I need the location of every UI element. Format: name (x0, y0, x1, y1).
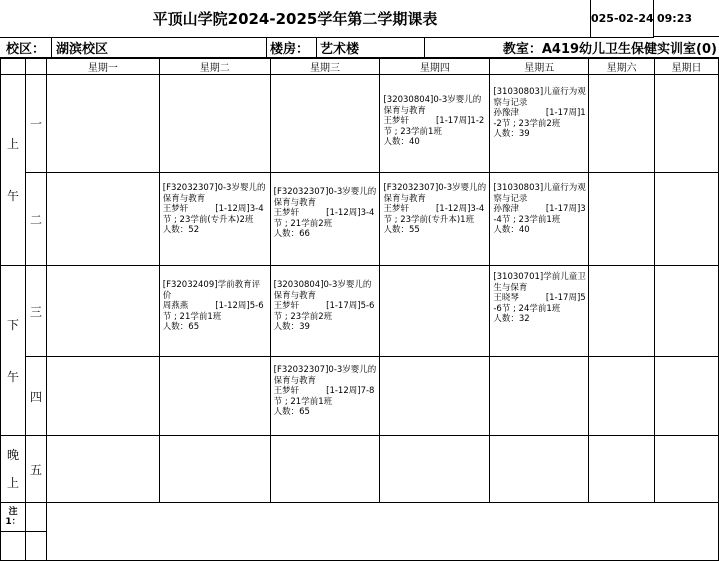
schedule-cell[interactable] (655, 266, 719, 357)
course-entry: [31030701]学前儿童卫生与保育 王晓琴 [1-17周]5-6节 ; 24学前1班 人数：32 (493, 272, 586, 324)
schedule-cell[interactable] (270, 436, 380, 503)
schedule-cell[interactable] (490, 357, 589, 436)
schedule-cell[interactable] (159, 266, 270, 357)
schedule-cell[interactable] (159, 436, 270, 503)
print-time: 09:23 (653, 0, 719, 37)
schedule-cell[interactable] (380, 173, 490, 266)
schedule-cell[interactable] (159, 357, 270, 436)
schedule-cell[interactable] (159, 75, 270, 173)
half-day-evening: 晚 上 (1, 436, 26, 503)
section-label: 二 (25, 173, 46, 266)
course-entry: [F32032409]学前教育评价 周燕燕 [1-12周]5-6节 ; 21学前1班 人数：65 (162, 280, 264, 332)
schedule-cell[interactable] (46, 75, 159, 173)
note-label: 注 1： (1, 503, 26, 532)
schedule-cell[interactable] (46, 266, 159, 357)
building-value: 艺术楼 (317, 37, 425, 58)
schedule-cell[interactable] (490, 75, 589, 173)
course-entry: [32030804]0-3岁婴儿的保育与教育 王梦轩 [1-17周]1-2节 ; 23学前1班 人数：40 (383, 95, 485, 147)
page-title: 平顶山学院2024-2025学年第二学期课表 (0, 0, 590, 38)
schedule-cell[interactable] (380, 266, 490, 357)
schedule-cell[interactable] (490, 266, 589, 357)
course-entry: [F32032307]0-3岁婴儿的保育与教育 王梦轩 [1-12周]3-4节 ; 23学前(专升本)1班 人数：55 (383, 183, 487, 235)
schedule-cell[interactable] (380, 436, 490, 503)
section-label: 四 (25, 357, 46, 436)
schedule-cell[interactable] (46, 436, 159, 503)
course-entry: [32030804]0-3岁婴儿的保育与教育 王梦轩 [1-17周]5-6节 ; 23学前2班 人数：39 (273, 280, 375, 332)
course-entry: [31030803]儿童行为观察与记录 孙豫津 [1-17周]1-2节 ; 23学前2班 人数：39 (493, 87, 586, 139)
weekday-header: 星期日 (655, 59, 719, 75)
schedule-cell[interactable] (490, 173, 589, 266)
weekday-header: 星期一 (46, 59, 159, 75)
section-label: 三 (25, 266, 46, 357)
weekday-header: 星期二 (159, 59, 270, 75)
schedule-cell[interactable] (490, 436, 589, 503)
schedule-cell[interactable] (589, 266, 655, 357)
schedule-cell[interactable] (270, 173, 380, 266)
room-label: 教室： (502, 41, 542, 57)
schedule-cell[interactable] (270, 357, 380, 436)
note-content (46, 503, 718, 561)
weekday-header: 星期五 (490, 59, 589, 75)
schedule-cell[interactable] (589, 436, 655, 503)
schedule-cell[interactable] (380, 75, 490, 173)
schedule-cell[interactable] (655, 173, 719, 266)
campus-value: 湖滨校区 (52, 37, 267, 58)
campus-label: 校区： (0, 37, 52, 58)
schedule-cell[interactable] (589, 173, 655, 266)
room-info (425, 37, 719, 58)
course-entry: [F32032307]0-3岁婴儿的保育与教育 王梦轩 [1-12周]3-4节 ; 21学前2班 人数：66 (273, 187, 377, 239)
schedule-cell[interactable] (380, 357, 490, 436)
section-label: 一 (25, 75, 46, 173)
course-entry: [F32032307]0-3岁婴儿的保育与教育 王梦轩 [1-12周]7-8节 ; 21学前1班 人数：65 (273, 365, 377, 417)
half-day-morning: 上 午 (1, 75, 26, 266)
half-day-afternoon: 下 午 (1, 266, 26, 436)
weekday-header: 星期六 (589, 59, 655, 75)
schedule-table (0, 58, 719, 561)
schedule-cell[interactable] (589, 357, 655, 436)
schedule-cell[interactable] (270, 75, 380, 173)
schedule-cell[interactable] (655, 75, 719, 173)
schedule-cell[interactable] (270, 266, 380, 357)
weekday-header: 星期三 (270, 59, 380, 75)
section-label: 五 (25, 436, 46, 503)
schedule-cell[interactable] (655, 436, 719, 503)
schedule-cell[interactable] (589, 75, 655, 173)
weekday-header: 星期四 (380, 59, 490, 75)
schedule-cell[interactable] (159, 173, 270, 266)
course-entry: [31030803]儿童行为观察与记录 孙豫津 [1-17周]3-4节 ; 23学前1班 人数：40 (493, 183, 586, 235)
schedule-cell[interactable] (46, 173, 159, 266)
building-label: 楼房： (267, 37, 317, 58)
print-date: 025-02-24 (590, 0, 654, 38)
schedule-cell[interactable] (46, 357, 159, 436)
room-value: A419幼儿卫生保健实训室(0) (541, 41, 717, 57)
schedule-cell[interactable] (655, 357, 719, 436)
course-entry: [F32032307]0-3岁婴儿的保育与教育 王梦轩 [1-12周]3-4节 ; 23学前(专升本)2班 人数：52 (162, 183, 266, 235)
